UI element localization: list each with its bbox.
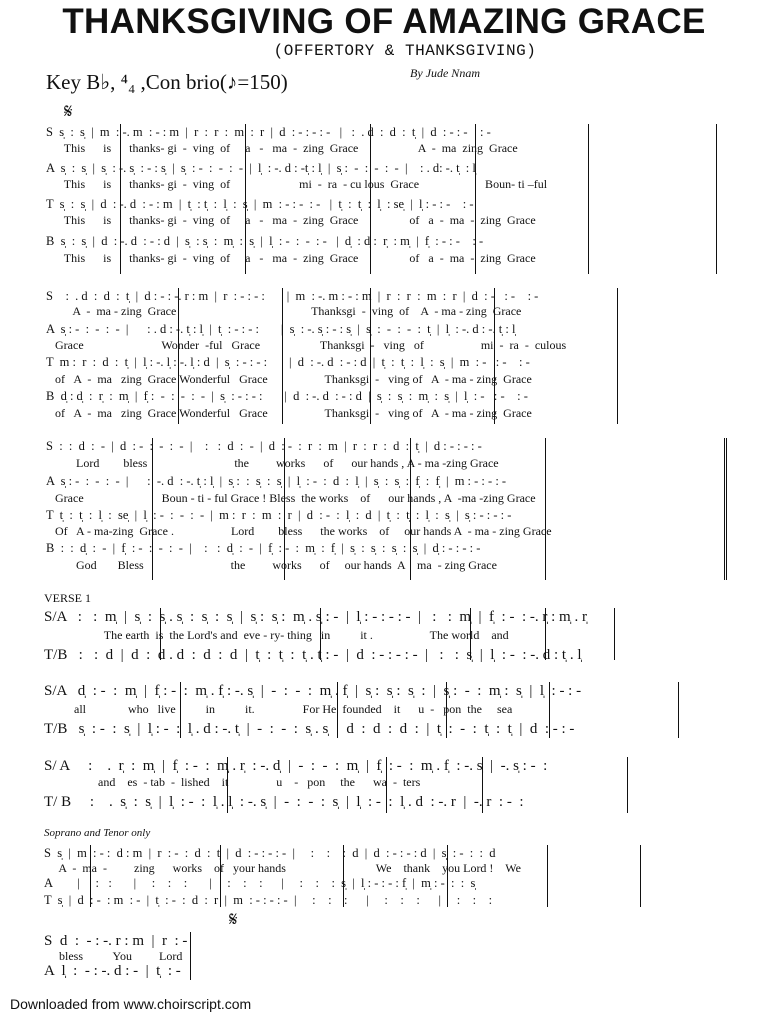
bass-solfa: B : : d̩ : - | f̩ : - : - : - | : : d̩ : - | f̩ : - : m̩ : f̩ | s̩ : s̩ : s̩ : s̩ | d̩ : - : - : -	[46, 541, 481, 555]
section-heading: VERSE 1	[44, 591, 92, 605]
upper-voices-solfa: S/A : : m̩ | s̩ : s̩ . s̩ : s̩ : s̩ | s̩ : s̩ : m̩ . s̩ : - | l̩ : - : - : - | : : m̩ | f̩ : - : -. r̩ : m̩ . r̩	[44, 609, 587, 625]
bass-lyrics: This is thanks- gi - ving of a - ma - zing Grace of a - ma - zing Grace	[46, 251, 536, 265]
barline	[588, 124, 589, 274]
tenor-solfa: T t̩ : t̩ : l̩ : se̩ | l̩ : - : - : - | m : r : m : r | d : - : l̩ : d | t̩ : t̩ : l̩ : s̩ | s̩ : - : - : -	[46, 508, 512, 522]
soprano-lyrics: bless You Lord	[44, 949, 183, 963]
alto-lyrics: Grace Boun - ti - ful Grace ! Bless the works of our hands , A -ma -zing Grace	[46, 491, 536, 505]
barline	[678, 682, 679, 738]
upper-voices-solfa: S/A d̩ : - : m̩ | f̩ : - : m̩ . f̩ : -. s̩ | - : - : m̩ . f̩ | s̩ : s̩ : s̩ : | s̩ : - : m̩ : s̩ | l̩ : - : -	[44, 683, 582, 699]
tenor-solfa: T m : r : d : t̩ | l̩ : -. l̩ : -. l̩ : d | s̩ : - : - : | d : -. d : - : d | t̩ : t̩ : l̩ : s̩ | m : - : - : -	[46, 355, 530, 369]
tenor-lyrics: Of A - ma-zing Grace . Lord bless the works of our hands A - ma - zing Grace	[46, 524, 552, 538]
alto-solfa: A s̩ : - : - : - | : -. d : -. t̩ : l̩ | s̩ : : s̩ : s̩ | l̩ : - : d : l̩ | s̩ : s̩ : f̩ : f̩ | m : - : - : -	[46, 474, 507, 488]
lower-voices-solfa: T/B : : d | d : d . d : d : d | t̩ : t̩ : t̩ . t̩ : - | d : - : - : - | : : s̩ | l̩ : - : -. d : t̩ . l̩	[44, 647, 582, 663]
double-barline	[724, 438, 730, 580]
soprano-solfa: S : : d : - | d : - : - : - | : : d : - | d : - : r : m | r : r : d : t̩ | d : - : - : -	[46, 439, 482, 453]
verse-lyrics: The earth is the Lord's and eve - ry- thing in it . The world and	[44, 628, 509, 642]
barline	[716, 124, 717, 274]
tenor-solfa: T s̩ | d : - : m : - | t̩ : - : d : r | m : - : - : - | : : : | : : : | : : :	[44, 893, 493, 907]
upper-voices-solfa: S/ A : . r̩ : m̩ | f̩ : - : m̩ . r̩ : -. d̩ | - : - : m̩ | f̩ : - : m̩ . f̩ : -. s̩ | -. s̩ : - :	[44, 758, 548, 774]
barline	[627, 757, 628, 813]
barline	[190, 932, 191, 980]
alto-lyrics: Grace Wonder -ful Grace Thanksgi - ving of mi - ra - culous	[46, 338, 567, 352]
barline	[640, 845, 641, 907]
soprano-solfa: S d : - : -. r : m | r : -	[44, 933, 188, 949]
alto-solfa: A l̩ : - : -. d : - | t̩ : -	[44, 963, 181, 979]
barline	[545, 438, 546, 580]
soprano-solfa: S s̩ : s̩ | m : -. m : - : m | r : r : m : r | d : - : - : - | : . d : d : t̩ | d : - : - : -	[46, 125, 491, 139]
bass-lyrics: God Bless the works of our hands A ma - zing Grace	[46, 558, 497, 572]
lower-voices-solfa: T/B s̩ : - : s̩ | l̩ : - : l̩ . d : -. t̩ | - : - : s̩ . s̩ | d : d : d : | t̩ : - : t̩ : t̩ | d : - : -	[44, 721, 575, 737]
song-subtitle: (OFFERTORY & THANKSGIVING)	[273, 42, 537, 60]
barline	[547, 845, 548, 907]
composer-credit: By Jude Nnam	[410, 66, 480, 80]
bass-solfa: B s̩ : s̩ | d : -. d : - : d | s̩ : s̩ : m̩ : s̩ | l̩ : - : - : - | d̩ : d̩ : r̩ : m̩ | f̩ : - : - : -	[46, 234, 484, 248]
verse-lyrics: and es - tab - lished it u - pon the wa - ters	[44, 775, 421, 789]
song-title: THANKSGIVING OF AMAZING GRACE	[62, 2, 706, 41]
barline	[614, 608, 615, 660]
alto-solfa: A s̩ : - : - : - | : . d : -. t̩ : l̩ | t̩ : - : - : | s̩ : -. s̩ : - : s̩ | s̩ : - : - : t̩ | l̩ : -. d : -. t̩ : l̩	[46, 322, 516, 336]
alto-solfa: A | : : | : : : | : : : | : : : s̩ | l̩ : - : - : f̩ | m̩ : - : : s̩	[44, 876, 476, 890]
alto-solfa: A s̩ : s̩ | s̩ : -. s̩ : - : s̩ | s̩ : - : - : - | l̩ : -. d : -t̩ : l̩ | s̩ : - : - : - | : . d: -. t̩ : l̩	[46, 161, 476, 175]
soprano-lyrics: A - ma - zing Grace Thanksgi - ving of A - ma - zing Grace	[46, 304, 522, 318]
soprano-solfa: S s̩ | m : - : d : m | r : - : d : t̩ | d : - : - : - | : : : d | d : - : - : d | s̩ : - : : d	[44, 846, 496, 860]
segno-sign: 𝄋	[229, 909, 238, 931]
soprano-lyrics: This is thanks- gi - ving of a - ma - zing Grace A - ma zing Grace	[46, 141, 518, 155]
bass-solfa: B d̩ : d̩ : r̩ : m̩ | f̩ : - : - : - | s̩ : - : - : | d : -. d : - : d | s̩ : s̩ : m̩ : s̩ | l̩ : - : - : -	[46, 389, 528, 403]
lower-voices-solfa: T/ B : . s̩ : s̩ | l̩ : - : l̩ . l̩ : -. s̩ | - : - : s̩ | l̩ : - : l̩ . d : -. r | -. r : - :	[44, 794, 524, 810]
verse-lyrics: all who live in it. For He founded it u - pon the sea	[44, 702, 513, 716]
tenor-solfa: T s̩ : s̩ | d : -. d : - : m | t̩ : t̩ : l̩ : s̩ | m : - : - : - | t̩ : t̩ : l̩ : se̩ | l̩ : - : - : -	[46, 197, 474, 211]
soprano-lyrics: A - ma - zing works of your hands We thank you Lord ! We	[44, 861, 521, 875]
section-heading: Soprano and Tenor only	[44, 827, 151, 839]
barline	[617, 288, 618, 424]
bass-lyrics: of A - ma zing Grace Wonderful Grace Thanksgi - ving of A - ma - zing Grace	[46, 406, 532, 420]
tenor-lyrics: of A - ma zing Grace Wonderful Grace Thanksgi - ving of A - ma - zing Grace	[46, 372, 532, 386]
key-signature: Key B♭, ⁴₄ ,Con brio(♪=150)	[46, 70, 288, 94]
segno-sign: 𝄋	[64, 101, 73, 123]
download-source-footer: Downloaded from www.choirscript.com	[10, 996, 252, 1012]
soprano-solfa: S : . d : d : t̩ | d : - : -. r : m | r : - : - : | m : -. m : - : m | r : r : m : r | d : - : - : -	[46, 289, 539, 303]
soprano-lyrics: Lord bless the works of our hands , A - ma -zing Grace	[46, 456, 499, 470]
tenor-lyrics: This is thanks- gi - ving of a - ma - zing Grace of a - ma - zing Grace	[46, 213, 536, 227]
alto-lyrics: This is thanks- gi - ving of mi - ra - cu lous Grace Boun- ti –ful	[46, 177, 548, 191]
